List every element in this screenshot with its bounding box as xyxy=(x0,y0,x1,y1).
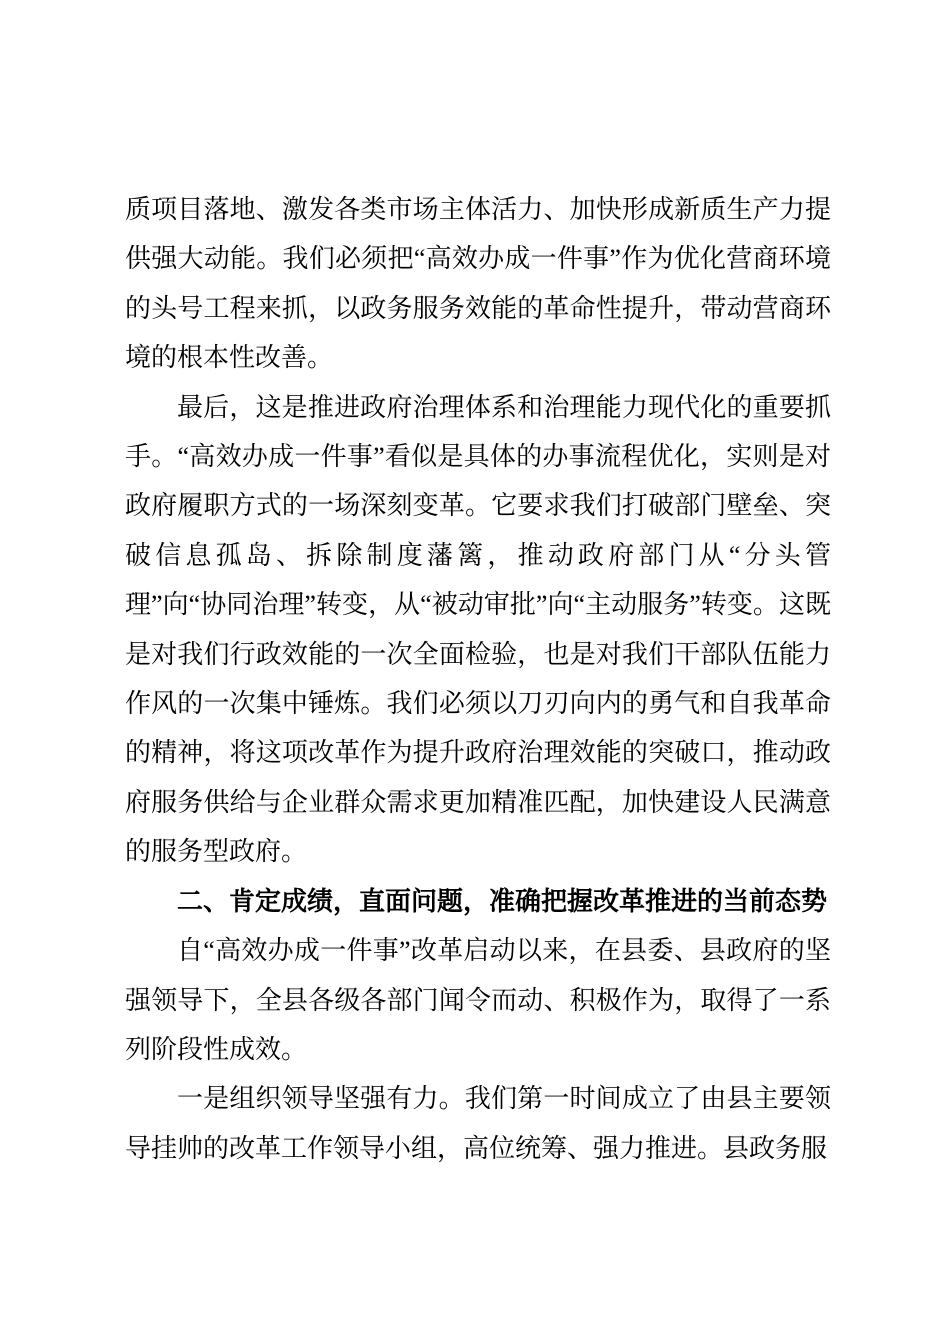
paragraph-zuihou: 最后，这是推进政府治理体系和治理能力现代化的重要抓手。“高效办成一件事”看似是具体的办事流程优化，实则是对政府履职方式的一场深刻变革。它要求我们打破部门壁垒、突破信息孤岛、拆除制度藩篱，推动政府部门从“分头管理”向“协同治理”转变，从“被动审批”向“主动服务”转变。这既是对我们行政效能的一次全面检验，也是对我们干部队伍能力作风的一次集中锤炼。我们必须以刀刃向内的勇气和自我革命的精神，将这项改革作为提升政府治理效能的突破口，推动政府服务供给与企业群众需求更加精准匹配，加快建设人民满意的服务型政府。 xyxy=(125,392,831,867)
paragraph-continuation: 质项目落地、激发各类市场主体活力、加快形成新质生产力提供强大动能。我们必须把“高效办成一件事”作为优化营商环境的头号工程来抓，以政务服务效能的革命性提升，带动营商环境的根本性改善。 xyxy=(125,195,831,373)
paragraph-first-point: 一是组织领导坚强有力。我们第一时间成立了由县主要领导挂帅的改革工作领导小组，高位统筹、强力推进。县政务服 xyxy=(125,1084,831,1163)
paragraph-achievements-intro: 自“高效办成一件事”改革启动以来，在县委、县政府的坚强领导下，全县各级各部门闻令而动、积极作为，取得了一系列阶段性成效。 xyxy=(125,936,831,1064)
section-heading-2: 二、肯定成绩，直面问题，准确把握改革推进的当前态势 xyxy=(177,886,828,916)
document-body xyxy=(125,185,831,1173)
